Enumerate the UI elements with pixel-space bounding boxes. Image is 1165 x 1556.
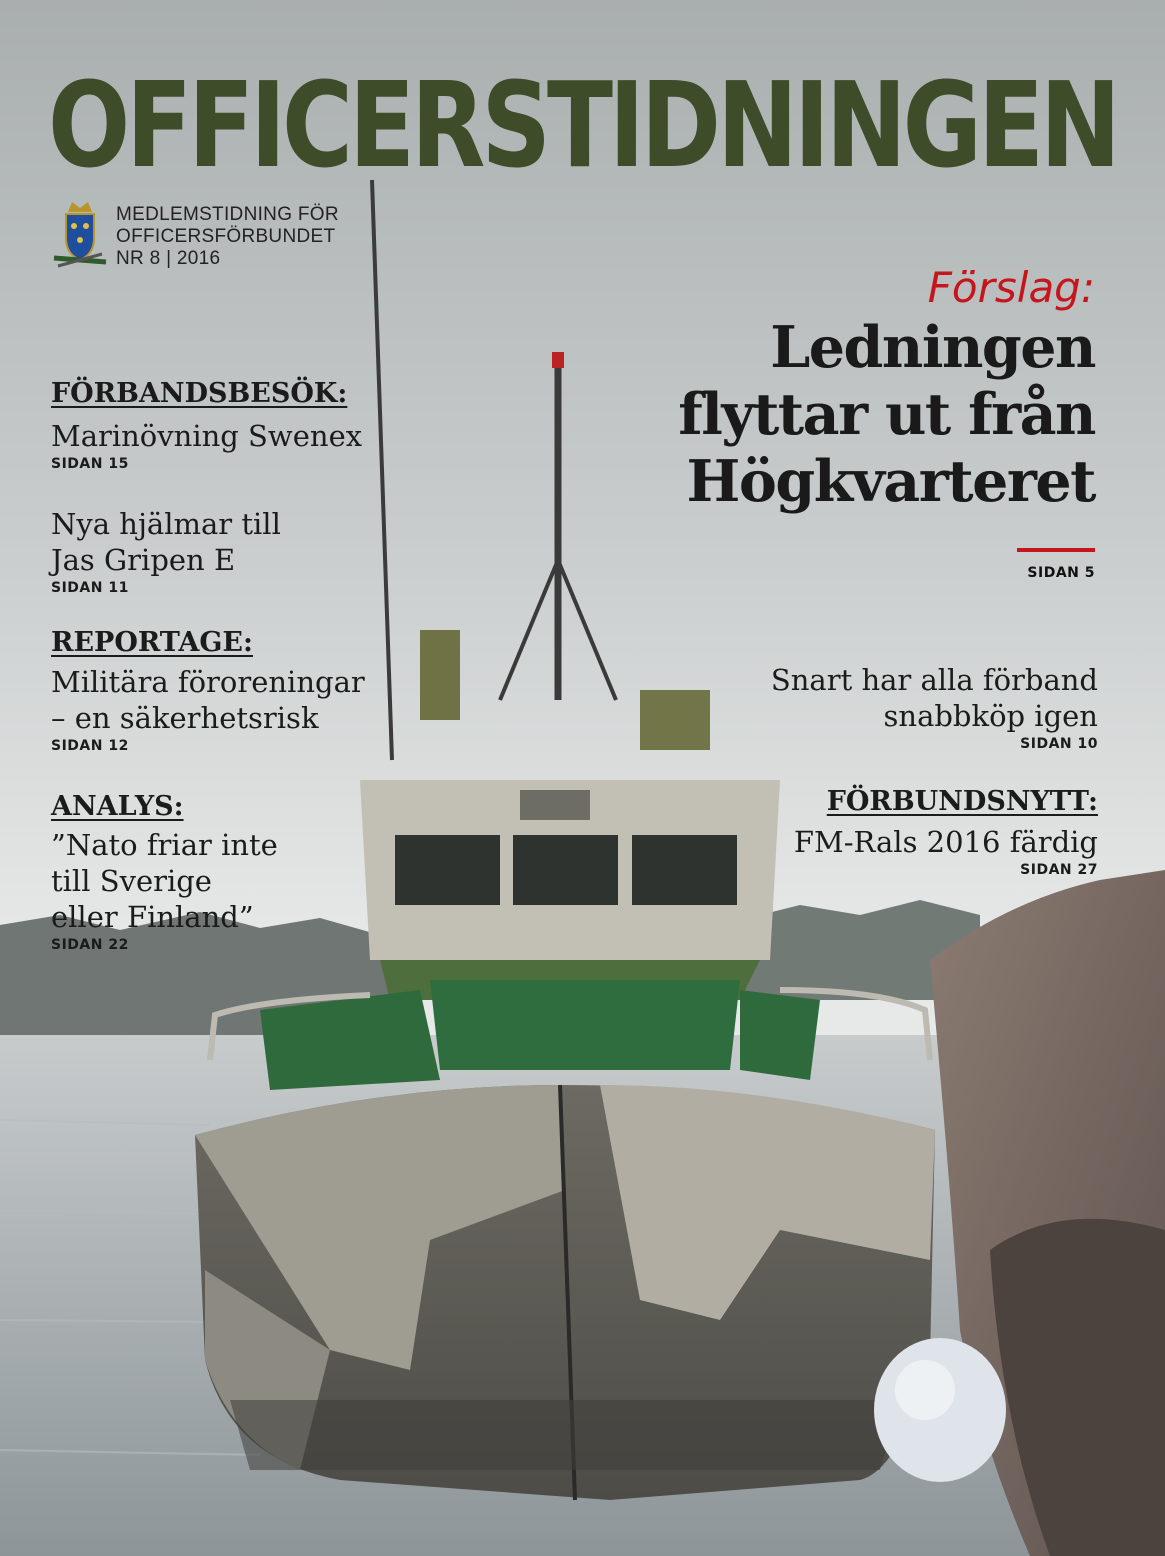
main-story-line-1: Ledningen [770, 314, 1095, 381]
left-story-2 [51, 506, 391, 597]
right-story-2-headline: FM-Rals 2016 färdig [793, 825, 1098, 859]
main-story-rule [1017, 548, 1095, 552]
left-story-2-page: SIDAN 11 [51, 580, 129, 596]
left-story-3-page: SIDAN 12 [51, 738, 129, 754]
right-story-1-headline-1: Snart har alla förband [770, 663, 1098, 697]
left-story-3-headline-1: Militära föroreningar [51, 665, 365, 699]
right-story-1 [678, 662, 1098, 753]
right-story-2 [678, 786, 1098, 879]
left-story-3 [51, 627, 391, 755]
main-story-kicker: Förslag: [927, 263, 1095, 312]
issue-info [116, 204, 339, 270]
left-story-1-headline: Marinövning Swenex [51, 419, 363, 453]
right-story-2-page: SIDAN 27 [1020, 862, 1098, 878]
left-story-3-kicker: REPORTAGE: [51, 627, 253, 658]
left-story-4-headline-2: till Sverige [51, 864, 212, 898]
right-story-1-headline-2: snabbköp igen [883, 699, 1098, 733]
left-story-4-headline-1: ”Nato friar inte [51, 828, 278, 862]
masthead-title: OFFICERSTIDNINGEN [48, 56, 1117, 194]
main-story-line-3: Högkvarteret [686, 448, 1095, 515]
left-story-4-kicker: ANALYS: [51, 791, 184, 822]
officersforbundet-crest-icon [50, 198, 110, 270]
left-story-4-headline-3: eller Finland” [51, 900, 254, 934]
right-story-2-kicker: FÖRBUNDSNYTT: [826, 786, 1098, 817]
left-story-1 [51, 378, 391, 473]
left-story-4-page: SIDAN 22 [51, 937, 129, 953]
left-story-1-kicker: FÖRBANDSBESÖK: [51, 378, 348, 409]
main-story [535, 262, 1095, 515]
issue-line-3: NR 8 | 2016 [116, 248, 221, 269]
left-story-2-headline-2: Jas Gripen E [51, 543, 236, 577]
left-story-1-page: SIDAN 15 [51, 456, 129, 472]
left-story-4 [51, 791, 391, 954]
right-story-1-page: SIDAN 10 [1020, 736, 1098, 752]
issue-line-1: MEDLEMSTIDNING FÖR [116, 204, 339, 225]
main-story-page: SIDAN 5 [1027, 565, 1095, 581]
issue-line-2: OFFICERSFÖRBUNDET [116, 226, 336, 247]
left-story-2-headline-1: Nya hjälmar till [51, 507, 281, 541]
main-story-line-2: flyttar ut från [678, 381, 1095, 448]
left-story-3-headline-2: – en säkerhetsrisk [51, 701, 319, 735]
